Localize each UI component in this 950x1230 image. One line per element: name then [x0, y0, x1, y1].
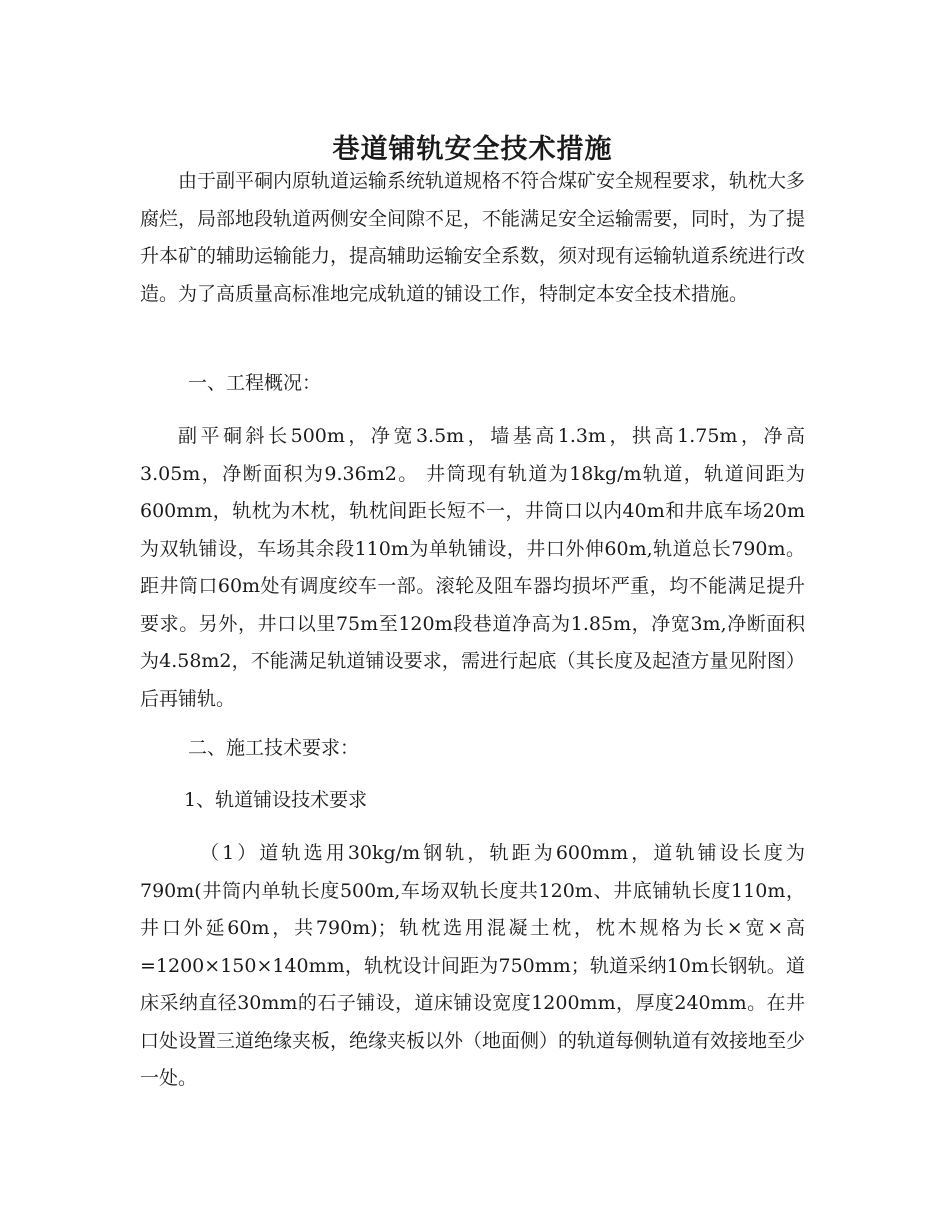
section-1-heading: 一、工程概况：	[188, 372, 322, 394]
intro-paragraph: 由于副平硐内原轨道运输系统轨道规格不符合煤矿安全规程要求，轨枕大多腐烂，局部地段轨道两侧安全间隙不足，不能满足安全运输需要，同时，为了提升本矿的辅助运输能力，提高辅助运输安全系数，须对现有运输轨道系统进行改造。为了高质量高标准地完成轨道的铺设工作，特制定本安全技术措施。	[140, 170, 806, 305]
section-2-1-heading: 1、轨道铺设技术要求	[184, 789, 368, 811]
document-title: 巷道铺轨安全技术措施	[332, 134, 613, 166]
section-2-1-paragraph: （1）道轨选用30kg/m钢轨，轨距为600mm，道轨铺设长度为790m(井筒内单轨长度500m,车场双轨长度共120m、井底铺轨长度110m，井口外延60m，共790m)；轨枕选用混凝土枕，枕木规格为长×宽×高=1200×150×140mm，轨枕设计间距为750mm；轨道采纳10m长钢轨。道床采纳直径30mm的石子铺设，道床铺设宽度1200mm，厚度240mm。在井口处设置三道绝缘夹板，绝缘夹板以外（地面侧）的轨道每侧轨道有效接地至少一处。	[140, 842, 806, 1089]
section-2-heading: 二、施工技术要求：	[188, 737, 360, 759]
section-1-paragraph: 副平硐斜长500m，净宽3.5m，墙基高1.3m，拱高1.75m，净高3.05m，净断面积为9.36m2。 井筒现有轨道为18kg/m轨道，轨道间距为600mm，轨枕为木枕，轨枕间距长短不一，井筒口以内40m和井底车场20m为双轨铺设，车场其余段110m为单轨铺设，井口外伸60m,轨道总长790m。距井筒口60m处有调度绞车一部。滚轮及阻车器均损坏严重，均不能满足提升要求。另外，井口以里75m至120m段巷道净高为1.85m，净宽3m,净断面积为4.58m2，不能满足轨道铺设要求，需进行起底（其长度及起渣方量见附图）后再铺轨。	[140, 425, 805, 710]
